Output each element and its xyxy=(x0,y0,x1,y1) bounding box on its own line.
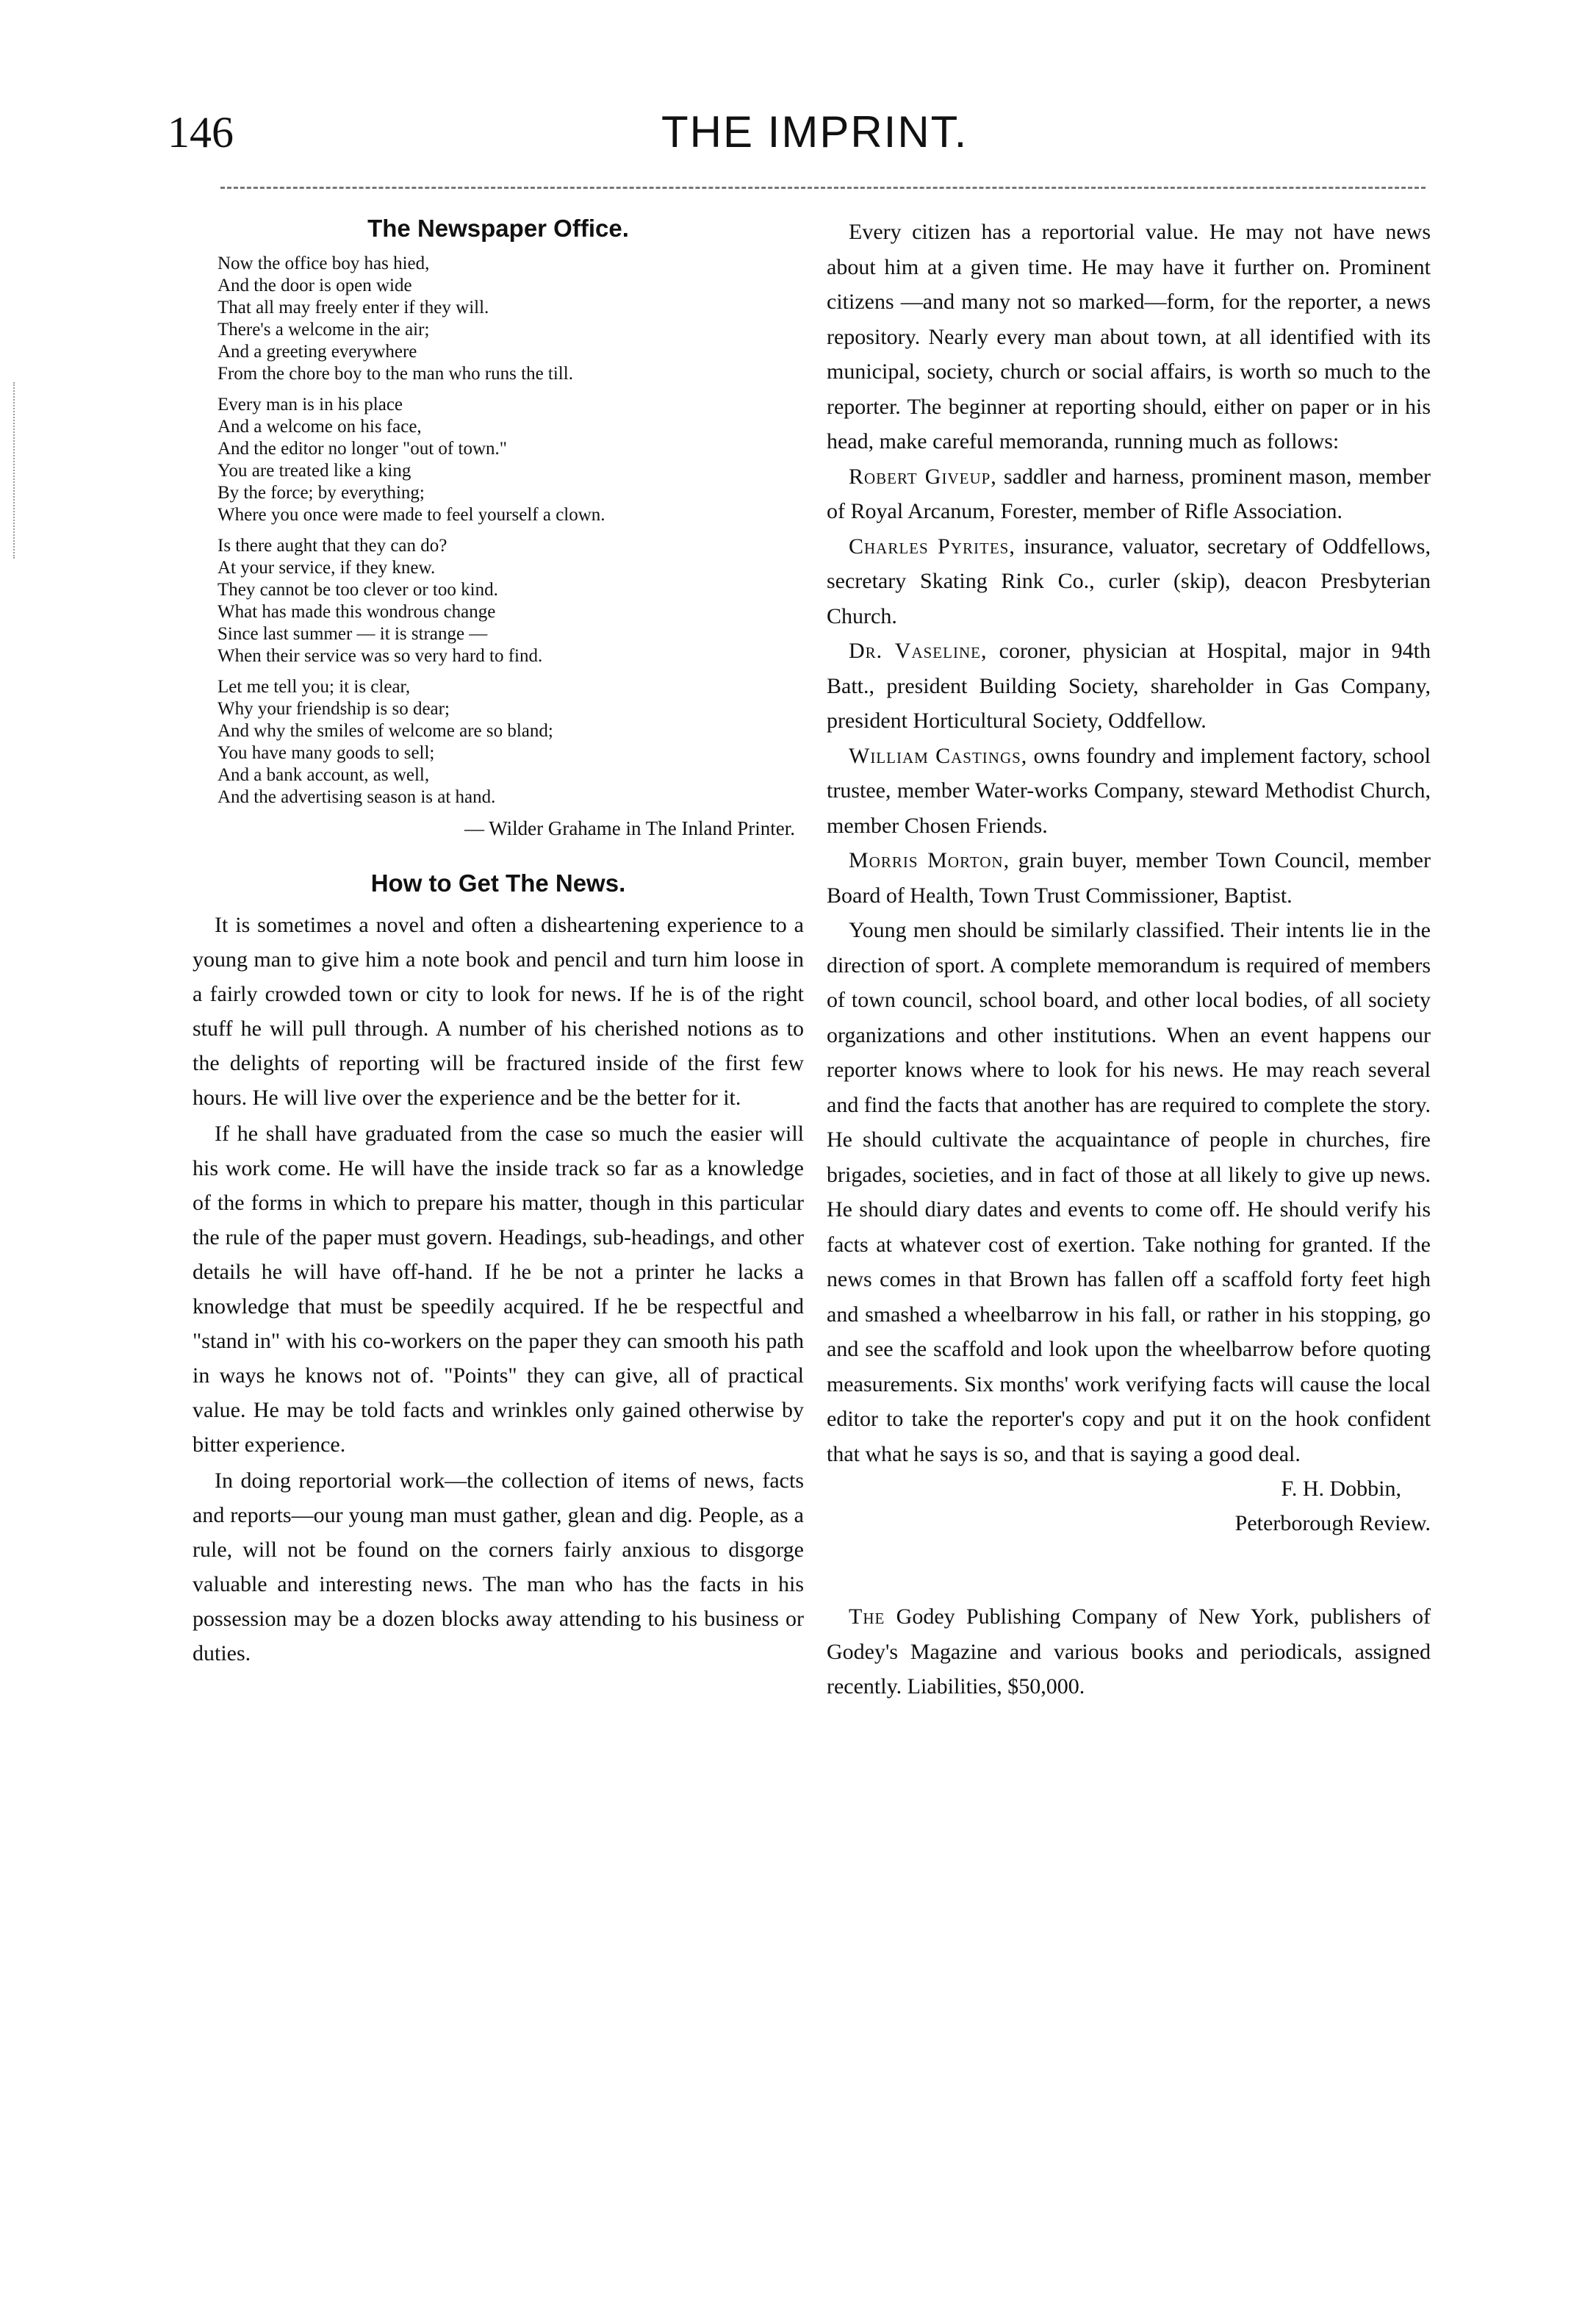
poem-line: Now the office boy has hied, xyxy=(218,254,430,273)
poem-stanza xyxy=(218,535,804,667)
poem-line: Why your friendship is so dear; xyxy=(218,699,450,719)
poem-line: You are treated like a king xyxy=(218,461,411,481)
article-paragraph: In doing reportorial work—the collection of items of news, facts and reports—our young man must gather, glean and dig. People, as a rule, will not be found on the corners fairly anxious to disgorge valuable and interesting news. The man who has the facts in his possession may be a dozen blocks away attending to his business or duties. xyxy=(193,1468,804,1665)
poem-title: The Newspaper Office. xyxy=(367,215,629,242)
article-title: How to Get The News. xyxy=(370,869,626,897)
memoranda-name: Dr. Vaseline, xyxy=(849,639,988,663)
poem-attribution: — Wilder Grahame in The Inland Printer. xyxy=(464,817,795,839)
memoranda-text: coroner, physician at Hospital, major in 94th Batt., president Building Society, shareholder in Gas Company, president Horticultural Society, Oddfellow. xyxy=(827,639,1431,733)
memoranda-text: insurance, valuator, secretary of Oddfellows, secretary Skating Rink Co., curler (skip), deacon Presbyterian Church. xyxy=(827,534,1431,628)
memoranda-text: saddler and harness, prominent mason, member of Royal Arcanum, Forester, member of Rifle Association. xyxy=(827,464,1431,523)
poem-line: Where you once were made to feel yourself a clown. xyxy=(218,505,605,525)
memoranda-name: Robert Giveup, xyxy=(849,464,997,489)
memoranda-entry xyxy=(827,634,1431,739)
poem-line: Every man is in his place xyxy=(218,395,403,415)
poem xyxy=(193,253,804,808)
poem-stanza xyxy=(218,394,804,526)
signature: F. H. Dobbin, xyxy=(1281,1477,1401,1501)
poem-line: Let me tell you; it is clear, xyxy=(218,677,411,697)
margin-marks xyxy=(13,382,18,559)
poem-line: Is there aught that they can do? xyxy=(218,536,447,556)
poem-line: When their service was so very hard to find. xyxy=(218,646,543,666)
left-column xyxy=(193,215,804,1672)
article-paragraph: Every citizen has a reportorial value. He may not have news about him at a given time. He may have it further on. Prominent citizens —and many not so marked—form, for the reporter, a news repository. Nearly every man about town, at all identified with its municipal, society, church or social affairs, is worth so much to the reporter. The beginner at reporting should, either on paper or in his head, make careful memoranda, running much as follows: xyxy=(827,220,1431,453)
poem-line: That all may freely enter if they will. xyxy=(218,298,489,318)
header-rule xyxy=(220,187,1426,189)
poem-line: And the door is open wide xyxy=(218,276,412,295)
poem-stanza xyxy=(218,253,804,385)
notice-lead: The xyxy=(849,1604,885,1629)
signature-source: Peterborough Review. xyxy=(1234,1511,1431,1535)
article-body xyxy=(193,908,804,1671)
memoranda-entry xyxy=(827,459,1431,529)
memoranda-name: Morris Morton, xyxy=(849,848,1010,872)
notice-paragraph xyxy=(827,1599,1431,1704)
memoranda-name: Charles Pyrites, xyxy=(849,534,1016,559)
poem-line: And a greeting everywhere xyxy=(218,342,417,362)
poem-line: And a welcome on his face, xyxy=(218,417,422,437)
poem-line: You have many goods to sell; xyxy=(218,743,435,763)
poem-line: And a bank account, as well, xyxy=(218,765,430,785)
memoranda-entry xyxy=(827,529,1431,634)
poem-line: And the advertising season is at hand. xyxy=(218,787,496,807)
poem-line: And why the smiles of welcome are so bland; xyxy=(218,721,553,741)
poem-line: At your service, if they knew. xyxy=(218,558,436,578)
poem-line: And the editor no longer "out of town." xyxy=(218,439,507,459)
article-paragraph: If he shall have graduated from the case so much the easier will his work come. He will have the inside track so far as a knowledge of the forms in which to prepare his matter, though in this particular the rule of the paper must govern. Headings, sub-headings, and other details he will have off-hand. If he be not a printer he lacks a knowledge that must be speedily acquired. If he be respectful and "stand in" with his co-workers on the paper they can smooth his path in ways he knows not of. "Points" they can give, all of practical value. He may be told facts and wrinkles only gained otherwise by bitter experience. xyxy=(193,1122,804,1457)
poem-line: Since last summer — it is strange — xyxy=(218,624,488,644)
memoranda-text: owns foundry and implement factory, school trustee, member Water-works Company, steward Methodist Church, member Chosen Friends. xyxy=(827,743,1431,838)
right-column xyxy=(827,215,1431,1704)
running-title: THE IMPRINT. xyxy=(661,107,968,157)
poem-line: There's a welcome in the air; xyxy=(218,320,430,340)
poem-line: What has made this wondrous change xyxy=(218,602,496,622)
poem-stanza xyxy=(218,676,804,808)
poem-line: They cannot be too clever or too kind. xyxy=(218,580,498,600)
page-number: 146 xyxy=(168,108,234,157)
article-paragraph: Young men should be similarly classified. Their intents lie in the direction of sport. A complete memorandum is required of members of town council, school board, and other local bodies, of all society organizations and other institutions. When an event happens our reporter knows where to look for his news. He may reach several and find the facts that another has are required to complete the story. He should cultivate the acquaintance of people in churches, fire brigades, societies, and in fact of those at all likely to give up news. He should diary dates and events to come off. He should verify his facts at whatever cost of exertion. Take nothing for granted. If the news comes in that Brown has fallen off a scaffold forty feet high and smashed a wheelbarrow in his fall, or rather in his stopping, go and see the scaffold and look upon the wheelbarrow before quoting measurements. Six months' work verifying facts will cause the local editor to take the reporter's copy and put it on the hook confident that what he says is so, and that is saying a good deal. xyxy=(827,918,1431,1466)
notice-text: Godey Publishing Company of New York, publishers of Godey's Magazine and various books and periodicals, assigned recently. Liabilities, $50,000. xyxy=(827,1604,1431,1699)
memoranda-text: grain buyer, member Town Council, member Board of Health, Town Trust Commissioner, Baptist. xyxy=(827,848,1431,908)
memoranda-entry xyxy=(827,843,1431,913)
poem-line: From the chore boy to the man who runs the till. xyxy=(218,364,573,384)
poem-line: By the force; by everything; xyxy=(218,483,425,503)
memoranda-entry xyxy=(827,739,1431,844)
memoranda-name: William Castings, xyxy=(849,743,1028,768)
article-paragraph: It is sometimes a novel and often a disheartening experience to a young man to give him a note book and pencil and turn him loose in a fairly crowded town or city to look for news. If he is of the right stuff he will pull through. A number of his cherished notions as to the delights of reporting will be fractured inside of the first few hours. He will live over the experience and be the better for it. xyxy=(193,913,804,1110)
